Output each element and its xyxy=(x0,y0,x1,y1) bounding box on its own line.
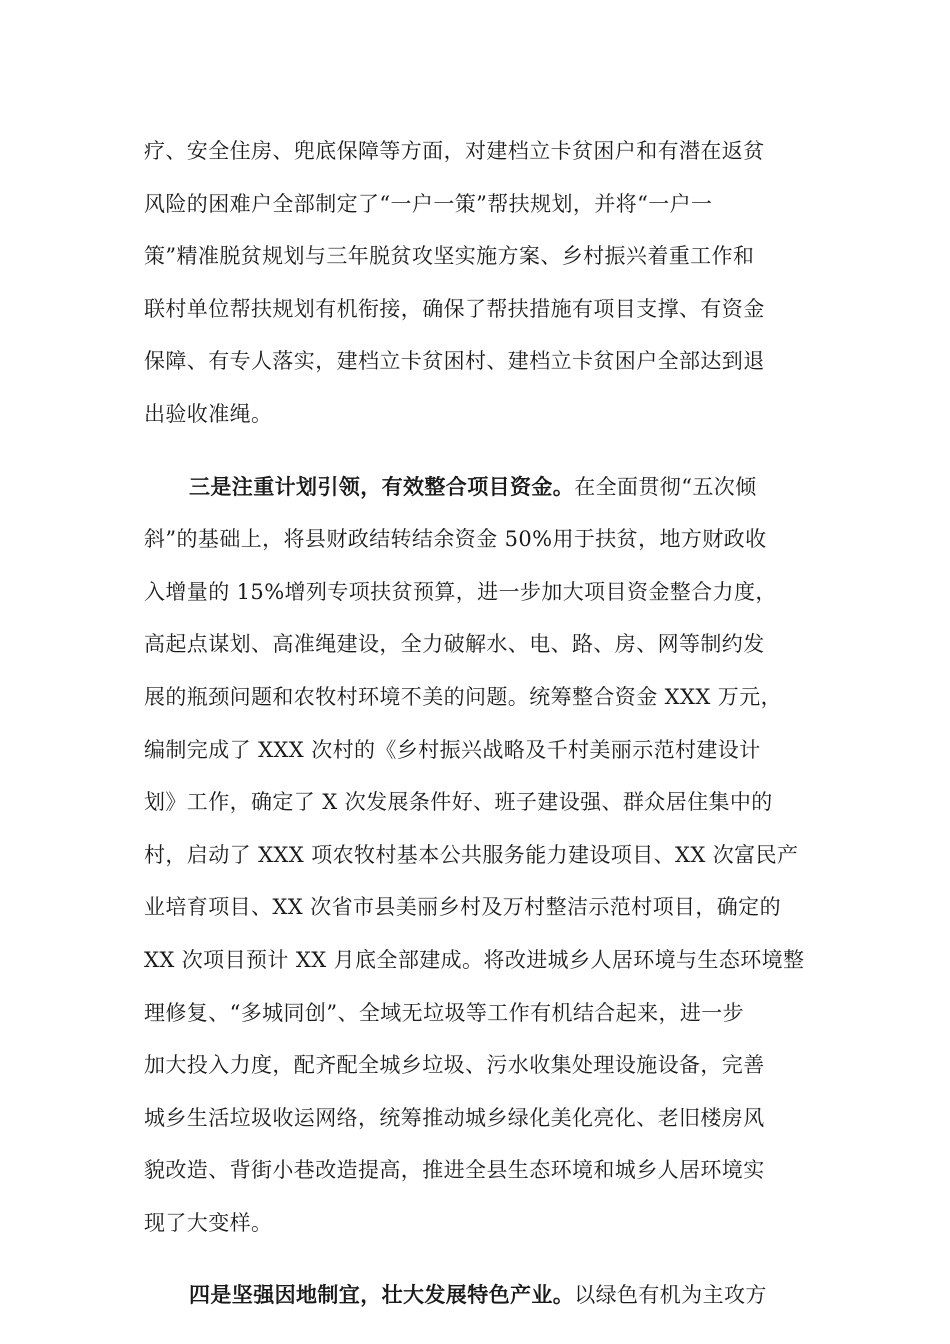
paragraph-2 xyxy=(144,461,824,1250)
document-body xyxy=(144,125,824,1322)
paragraph-heading: 四是坚强因地制宜，壮大发展特色产业。 xyxy=(189,1282,575,1308)
text-line xyxy=(144,1269,824,1322)
text-line: 入增量的 15%增列专项扶贫预算，进一步加大项目资金整合力度， xyxy=(144,579,777,604)
text-line: 保障、有专人落实，建档立卡贫困村、建档立卡贫困户全部达到退 xyxy=(144,349,765,374)
text-line: 疗、安全住房、兜底保障等方面，对建档立卡贫困户和有潜在返贫 xyxy=(144,139,765,163)
paragraph-spacer xyxy=(144,441,824,461)
text-line: 出验收准绳。 xyxy=(144,401,273,426)
text-line: 斜”的基础上，将县财政结转结余资金 50%用于扶贫，地方财政收 xyxy=(144,527,767,552)
text-line: 策”精准脱贫规划与三年脱贫攻坚实施方案、乡村振兴着重工作和 xyxy=(144,244,755,269)
text-line: 村，启动了 XXX 项农牧村基本公共服务能力建设项目、XX 次富民产 xyxy=(144,842,799,867)
text-line: 现了大变样。 xyxy=(144,1210,273,1235)
text-line: 高起点谋划、高准绳建设，全力破解水、电、路、房、网等制约发 xyxy=(144,632,765,657)
text-line: 业培育项目、XX 次省市县美丽乡村及万村整洁示范村项目，确定的 xyxy=(144,895,781,920)
paragraph-3 xyxy=(144,1269,824,1322)
text-line: 编制完成了 XXX 次村的《乡村振兴战略及千村美丽示范村建设计 xyxy=(144,737,761,762)
text-line: 貌改造、背街小巷改造提高，推进全县生态环境和城乡人居环境实 xyxy=(144,1158,765,1183)
paragraph-heading: 三是注重计划引领，有效整合项目资金。 xyxy=(189,473,575,499)
heading-continuation: 以绿色有机为主攻方 xyxy=(574,1283,767,1308)
heading-continuation: 在全面贯彻“五次倾 xyxy=(574,474,757,499)
text-line: XX 次项目预计 XX 月底全部建成。将改进城乡人居环境与生态环境整 xyxy=(144,947,805,972)
paragraph-1 xyxy=(144,125,824,441)
text-line: 联村单位帮扶规划有机衔接，确保了帮扶措施有项目支撑、有资金 xyxy=(144,296,765,321)
text-line: 风险的困难户全部制定了“一户一策”帮扶规划，并将“一户一 xyxy=(144,191,713,216)
text-line xyxy=(144,461,824,514)
text-line: 划》工作，确定了 X 次发展条件好、班子建设强、群众居住集中的 xyxy=(144,790,773,815)
text-line: 城乡生活垃圾收运网络，统筹推动城乡绿化美化亮化、老旧楼房风 xyxy=(144,1105,765,1130)
paragraph-spacer xyxy=(144,1249,824,1269)
text-line: 理修复、“多城同创”、全域无垃圾等工作有机结合起来，进一步 xyxy=(144,1000,745,1025)
text-line: 展的瓶颈问题和农牧村环境不美的问题。统筹整合资金 XXX 万元， xyxy=(144,684,782,709)
text-line: 加大投入力度，配齐配全城乡垃圾、污水收集处理设施设备，完善 xyxy=(144,1053,765,1078)
